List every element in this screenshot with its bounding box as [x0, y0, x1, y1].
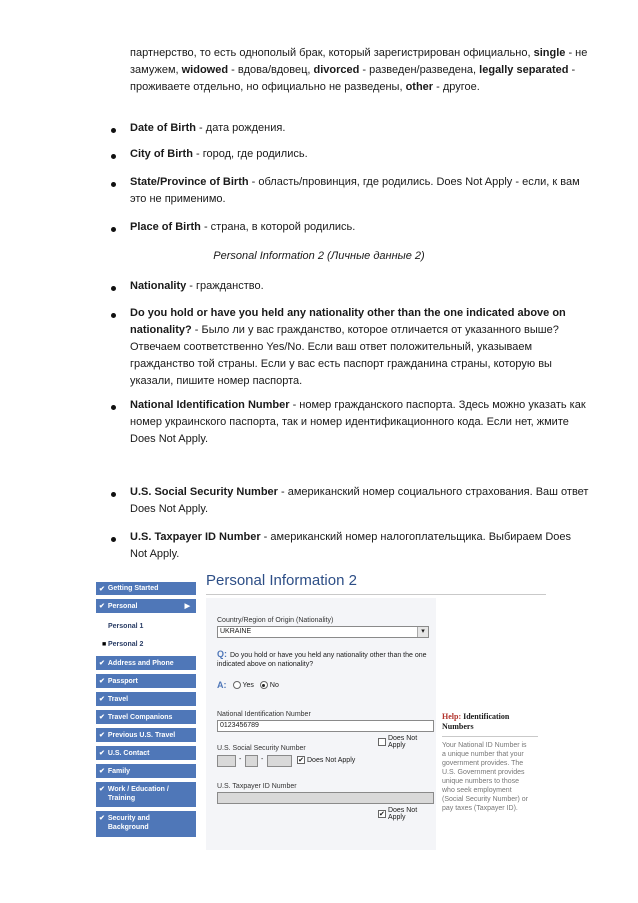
intro-text: - другое.	[433, 81, 480, 93]
sidebar-item-address[interactable]	[96, 656, 196, 671]
answer-group	[217, 680, 285, 690]
country-label: Country/Region of Origin (Nationality)	[217, 617, 334, 624]
section-title: Personal Information 2 (Личные данные 2)	[213, 250, 425, 262]
bullet-item	[130, 174, 590, 208]
help-panel	[442, 712, 542, 813]
check-icon: ✔	[99, 678, 105, 685]
bullet-marker	[111, 313, 116, 318]
sidebar-item-label: Previous U.S. Travel	[107, 731, 176, 739]
help-body: Your National ID Number is a unique number that your government provides. The U.S. Government provides unique numbers to those who seek employment (Social Security Number) or pay taxes (Taxpayer ID).	[442, 742, 528, 812]
sidebar-item-label: Getting Started	[107, 585, 159, 592]
bullet-item	[130, 397, 590, 448]
current-marker-icon: ■	[102, 640, 107, 648]
page-title: Personal Information 2	[206, 572, 357, 589]
bullet-item	[130, 484, 590, 518]
intro-text: замужем,	[130, 64, 182, 76]
bullet-marker	[111, 492, 116, 497]
country-select[interactable]	[217, 626, 429, 638]
sidebar-item-label: Personal 2	[108, 640, 144, 648]
bullet-marker	[111, 537, 116, 542]
country-value: UKRAINE	[220, 628, 252, 635]
bullet-text: - номер гражданского паспорта. Здесь можно указать как номер украинского паспорта, так и номер идентификационного кода. Если нет, жмите Does Not Apply.	[130, 399, 586, 445]
intro-paragraph	[130, 45, 590, 96]
form-content	[206, 572, 546, 850]
answer-marker: A:	[217, 680, 227, 690]
sidebar-item-label: Personal 1	[108, 622, 144, 630]
sidebar-item-personal-2[interactable]	[96, 636, 196, 652]
sidebar-item-label: Security and Background	[107, 815, 150, 831]
bullet-term: National Identification Number	[130, 399, 290, 411]
bullet-text: - американский номер налогоплательщика. Выбираем Does Not Apply.	[130, 531, 572, 560]
bullet-text: - город, где родились.	[192, 148, 308, 160]
sidebar-item-label: Family	[107, 767, 131, 775]
arrow-right-icon: ▶	[184, 603, 190, 610]
sidebar-item-label: Work / Education / Training	[107, 786, 169, 802]
intro-term: divorced	[313, 64, 360, 76]
nin-does-not-apply[interactable]	[378, 735, 436, 749]
sidebar-item-work-education[interactable]	[96, 782, 196, 808]
ssn-does-not-apply[interactable]	[297, 756, 355, 764]
question-text: Do you hold or have you held any nationality other than the one indicated above on nationality?	[217, 652, 427, 668]
intro-line-3	[130, 79, 590, 96]
form-area	[206, 598, 436, 850]
help-title	[442, 712, 542, 732]
sidebar-item-label: Travel Companions	[107, 713, 173, 721]
nin-input[interactable]	[217, 720, 434, 732]
check-icon: ✔	[99, 714, 105, 721]
ssn-dna-checkbox[interactable]: ✔	[298, 757, 304, 764]
bullet-marker	[111, 286, 116, 291]
bullet-text: - страна, в которой родились.	[200, 221, 356, 233]
yes-label: Yes	[242, 681, 254, 689]
sidebar-item-label: Personal	[107, 602, 138, 610]
bullet-term: Do you hold or have you held any nationality other than the one indicated above on nationality?	[130, 307, 566, 336]
bullet-item	[130, 146, 590, 163]
intro-text: проживаете отдельно, но официально не разведены,	[130, 81, 406, 93]
other-nationality-question	[217, 650, 437, 669]
chevron-down-icon: ▾	[417, 627, 428, 637]
bullet-marker	[111, 227, 116, 232]
sidebar-item-personal-1[interactable]	[96, 618, 196, 634]
dna-label: Does Not Apply	[387, 807, 418, 821]
yes-radio[interactable]	[233, 681, 241, 689]
nin-value: 0123456789	[220, 722, 259, 729]
sidebar-item-previous-travel[interactable]	[96, 728, 196, 743]
intro-term: single	[533, 47, 566, 59]
sidebar-item-label: Travel	[107, 695, 129, 703]
help-heading: Identification Numbers	[442, 712, 510, 731]
bullet-text: - область/провинция, где родились. Does Not Apply - если, к вам это не применимо.	[130, 176, 580, 205]
tax-input[interactable]	[217, 792, 434, 804]
intro-line-1	[130, 45, 590, 62]
check-icon: ✔	[99, 585, 105, 593]
nin-dna-checkbox[interactable]	[378, 738, 386, 746]
no-radio[interactable]	[260, 681, 268, 689]
sidebar	[96, 582, 196, 840]
check-icon: ✔	[99, 660, 105, 667]
bullet-term: Place of Birth	[130, 221, 201, 233]
sidebar-item-us-contact[interactable]	[96, 746, 196, 761]
sidebar-item-label: U.S. Contact	[107, 749, 150, 757]
question-marker: Q:	[217, 649, 227, 659]
nin-label: National Identification Number	[217, 711, 311, 718]
check-icon: ✔	[99, 815, 105, 822]
help-prefix: Help:	[442, 712, 462, 721]
ssn-label: U.S. Social Security Number	[217, 745, 306, 752]
check-icon: ✔	[99, 750, 105, 757]
sidebar-item-label: Address and Phone	[107, 659, 174, 667]
bullet-item	[130, 120, 590, 137]
intro-term: legally separated	[479, 64, 569, 76]
no-label: No	[269, 681, 279, 689]
dna-label: Does Not Apply	[307, 756, 356, 764]
bullet-text: - дата рождения.	[196, 122, 286, 134]
ssn-separator: -	[261, 756, 264, 763]
bullet-term: Nationality	[130, 280, 187, 292]
bullet-item	[130, 305, 590, 390]
intro-text: - не	[565, 47, 588, 59]
check-icon: ✔	[99, 603, 105, 610]
ssn-part-3-input[interactable]	[267, 755, 292, 767]
ssn-separator: -	[239, 756, 242, 763]
bullet-text: - американский номер социального страхования. Ваш ответ Does Not Apply.	[130, 486, 589, 515]
check-icon: ✔	[99, 786, 105, 793]
intro-text: - разведен/разведена,	[359, 64, 480, 76]
intro-term: other	[405, 81, 434, 93]
bullet-term: U.S. Social Security Number	[130, 486, 278, 498]
bullet-term: City of Birth	[130, 148, 193, 160]
yes-option[interactable]	[233, 681, 254, 689]
bullet-item	[130, 219, 590, 236]
bullet-marker	[111, 128, 116, 133]
no-option[interactable]	[260, 681, 279, 689]
tax-dna-checkbox[interactable]: ✔	[379, 811, 385, 818]
intro-text: -	[568, 64, 576, 76]
dna-label: Does Not Apply	[387, 735, 418, 749]
bullet-text: - гражданство.	[186, 280, 264, 292]
bullet-item	[130, 278, 590, 295]
sidebar-item-passport[interactable]	[96, 674, 196, 689]
sidebar-item-label: Passport	[107, 677, 138, 685]
help-divider	[442, 736, 538, 737]
title-divider	[206, 594, 546, 595]
bullet-term: Date of Birth	[130, 122, 196, 134]
bullet-marker	[111, 154, 116, 159]
sidebar-item-family[interactable]	[96, 764, 196, 779]
intro-term: widowed	[181, 64, 229, 76]
check-icon: ✔	[99, 696, 105, 703]
sidebar-item-security[interactable]	[96, 811, 196, 838]
sidebar-item-travel-companions[interactable]	[96, 710, 196, 725]
check-icon: ✔	[99, 732, 105, 739]
bullet-term: U.S. Taxpayer ID Number	[130, 531, 261, 543]
intro-line-2	[130, 62, 590, 79]
bullet-marker	[111, 182, 116, 187]
bullet-term: State/Province of Birth	[130, 176, 249, 188]
tax-does-not-apply[interactable]	[378, 807, 436, 821]
bullet-text: - Было ли у вас гражданство, которое отличается от указанного выше? Отвечаем соответственно Yes/No. Если ваш ответ положительный, указываем гражданство той страны. Если у вас есть паспорт гражданина страны, которую вы указали, пишите номер паспорта.	[130, 324, 559, 387]
sidebar-item-personal[interactable]	[96, 599, 196, 614]
sidebar-item-travel[interactable]	[96, 692, 196, 707]
embedded-screenshot	[96, 572, 546, 850]
tax-label: U.S. Taxpayer ID Number	[217, 783, 297, 790]
bullet-marker	[111, 405, 116, 410]
ssn-part-1-input[interactable]	[217, 755, 236, 767]
sidebar-item-getting-started[interactable]	[96, 582, 196, 596]
check-icon: ✔	[99, 768, 105, 775]
ssn-part-2-input[interactable]	[245, 755, 258, 767]
bullet-item	[130, 529, 590, 563]
intro-text: - вдова/вдовец,	[228, 64, 314, 76]
intro-text: партнерство, то есть однополый брак, который зарегистрирован официально,	[130, 47, 534, 59]
